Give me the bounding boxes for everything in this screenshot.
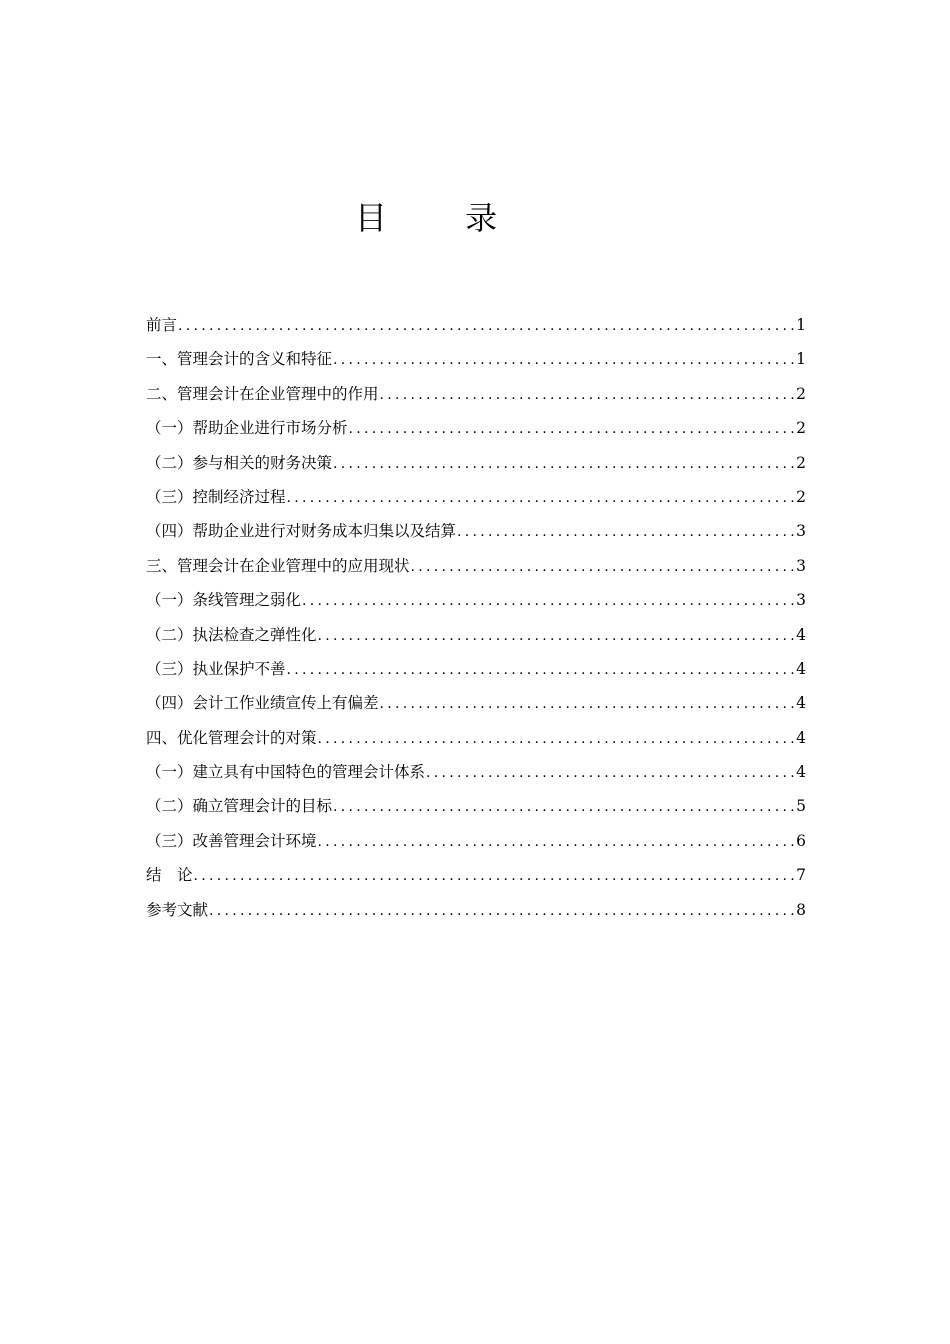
toc-entry-page: 4 bbox=[796, 728, 806, 747]
toc-entry-text: 结 论 bbox=[146, 866, 193, 885]
toc-entry-page: 4 bbox=[796, 659, 806, 678]
toc-entry-text: （三）执业保护不善 bbox=[146, 659, 286, 678]
dot-leader bbox=[411, 553, 796, 581]
toc-entry[interactable] bbox=[146, 483, 806, 517]
dot-leader bbox=[318, 725, 796, 753]
toc-entry[interactable] bbox=[146, 655, 806, 689]
toc-entry-text: （四）会计工作业绩宣传上有偏差 bbox=[146, 694, 379, 713]
toc-entry-page: 4 bbox=[796, 625, 806, 644]
toc-entry[interactable] bbox=[146, 689, 806, 723]
toc-entry-page: 2 bbox=[796, 384, 806, 403]
toc-entry-page: 7 bbox=[796, 866, 806, 885]
dot-leader bbox=[287, 656, 796, 684]
dot-leader bbox=[178, 312, 796, 340]
toc-entry-text: （一）条线管理之弱化 bbox=[146, 591, 302, 610]
toc-entry[interactable] bbox=[146, 345, 806, 379]
dot-leader bbox=[333, 450, 796, 478]
toc-entry[interactable] bbox=[146, 827, 806, 861]
dot-leader bbox=[457, 518, 796, 546]
dot-leader bbox=[349, 415, 796, 443]
toc-entry-page: 5 bbox=[796, 797, 806, 816]
toc-entry[interactable] bbox=[146, 758, 806, 792]
toc-entry[interactable] bbox=[146, 896, 806, 930]
toc-entry[interactable] bbox=[146, 414, 806, 448]
toc-entry-text: （一）建立具有中国特色的管理会计体系 bbox=[146, 763, 426, 782]
toc-entry-text: 前言 bbox=[146, 316, 178, 334]
toc-entry-text: （三）改善管理会计环境 bbox=[146, 831, 317, 850]
dot-leader bbox=[194, 862, 796, 890]
toc-entry-text: 参考文献 bbox=[146, 900, 209, 919]
dot-leader bbox=[333, 346, 796, 374]
toc-entry-page: 4 bbox=[796, 694, 806, 713]
toc-entry-page: 1 bbox=[796, 350, 806, 369]
dot-leader bbox=[380, 381, 796, 409]
toc-entry-page: 3 bbox=[796, 522, 806, 541]
toc-entry-text: 四、优化管理会计的对策 bbox=[146, 728, 317, 747]
dot-leader bbox=[302, 587, 796, 615]
toc-title: 目 录 bbox=[354, 199, 532, 237]
toc-entry-text: （一）帮助企业进行市场分析 bbox=[146, 419, 348, 438]
toc-entry-text: （二）执法检查之弹性化 bbox=[146, 625, 317, 644]
toc-entry[interactable] bbox=[146, 552, 806, 586]
toc-entry-text: （二）参与相关的财务决策 bbox=[146, 453, 333, 472]
toc-entry-page: 8 bbox=[796, 900, 806, 919]
toc-entry[interactable] bbox=[146, 517, 806, 551]
toc-entry-text: （二）确立管理会计的目标 bbox=[146, 797, 333, 816]
toc-entry-page: 2 bbox=[796, 419, 806, 438]
toc-entry[interactable] bbox=[146, 861, 806, 895]
toc-entry-page: 3 bbox=[796, 556, 806, 575]
dot-leader bbox=[426, 759, 796, 787]
dot-leader bbox=[287, 484, 796, 512]
toc-entry-page: 4 bbox=[796, 763, 806, 782]
toc-entry-page: 2 bbox=[796, 487, 806, 506]
toc-list bbox=[146, 311, 806, 930]
toc-entry-text: （四）帮助企业进行对财务成本归集以及结算 bbox=[146, 522, 457, 541]
toc-entry-text: 二、管理会计在企业管理中的作用 bbox=[146, 384, 379, 403]
toc-entry[interactable] bbox=[146, 311, 806, 345]
dot-leader bbox=[209, 897, 796, 925]
toc-entry-page: 3 bbox=[796, 591, 806, 610]
toc-entry[interactable] bbox=[146, 621, 806, 655]
toc-entry-page: 1 bbox=[796, 316, 806, 334]
toc-entry-page: 2 bbox=[796, 453, 806, 472]
toc-entry-text: 一、管理会计的含义和特征 bbox=[146, 350, 333, 369]
toc-entry-text: （三）控制经济过程 bbox=[146, 487, 286, 506]
toc-entry[interactable] bbox=[146, 380, 806, 414]
dot-leader bbox=[318, 622, 796, 650]
toc-entry[interactable] bbox=[146, 449, 806, 483]
dot-leader bbox=[333, 793, 796, 821]
toc-entry[interactable] bbox=[146, 792, 806, 826]
toc-entry-text: 三、管理会计在企业管理中的应用现状 bbox=[146, 556, 410, 575]
toc-entry[interactable] bbox=[146, 586, 806, 620]
dot-leader bbox=[318, 828, 796, 856]
toc-entry[interactable] bbox=[146, 724, 806, 758]
dot-leader bbox=[380, 690, 796, 718]
toc-entry-page: 6 bbox=[796, 831, 806, 850]
